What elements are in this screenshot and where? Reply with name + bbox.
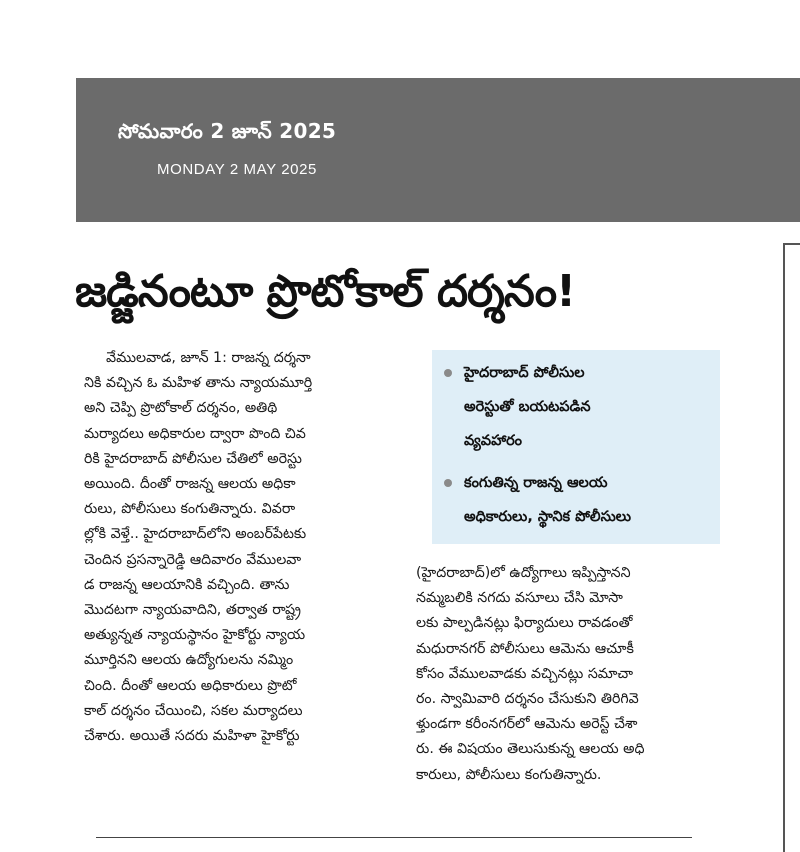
body-line: మర్యాదలు అధికారుల ద్వారా పొంది చివ <box>84 425 306 442</box>
headline: జడ్జినంటూ ప్రొటోకాల్ దర్శనం! <box>75 266 576 317</box>
body-line: మధురానగర్ పోలీసులు ఆమెను ఆచూకీ <box>416 640 634 657</box>
body-line: నికి వచ్చిన ఓ మహిళ తాను న్యాయమూర్తి <box>84 375 313 392</box>
bullet-icon <box>444 369 452 377</box>
highlight-line: హైదరాబాద్ పోలీసుల <box>464 365 585 381</box>
body-line: మూర్తినని ఆలయ ఉద్యోగులను నమ్మిం <box>84 652 294 669</box>
body-line: అయింది. దీంతో రాజన్న ఆలయ అధికా <box>84 476 296 493</box>
article-column-left <box>84 346 396 749</box>
body-line: కోసం వేములవాడకు వచ్చినట్లు సమాచా <box>416 665 634 682</box>
body-line: (హైదరాబాద్)లో ఉద్యోగాలు ఇప్పిస్తానని <box>416 565 631 581</box>
date-english: MONDAY 2 MAY 2025 <box>157 161 317 178</box>
body-line: రులు, పోలీసులు కంగుతిన్నారు. వివరా <box>84 501 296 518</box>
body-line: వేములవాడ, జూన్ 1: రాజన్న దర్శనా <box>106 350 311 366</box>
bullet-icon <box>444 479 452 487</box>
highlight-line: వ్యవహారం <box>464 433 523 449</box>
highlight-item <box>444 356 591 458</box>
body-line: లకు పాల్పడినట్లు ఫిర్యాదులు రావడంతో <box>416 615 633 632</box>
body-line: అని చెప్పి ప్రొటోకాల్ దర్శనం, అతిథి <box>84 400 278 417</box>
body-line: ళ్తుండగా కరీంనగర్‌లో ఆమెను అరెస్ట్ చేశా <box>416 716 638 733</box>
header-band <box>76 78 800 222</box>
body-line: చింది. దీంతో ఆలయ అధికారులు ప్రొటో <box>84 677 297 694</box>
highlight-item <box>444 466 631 534</box>
body-line: కాల్ దర్శనం చేయించి, సకల మర్యాదలు <box>84 702 303 719</box>
body-line: రు. ఈ విషయం తెలుసుకున్న ఆలయ అధి <box>416 741 645 758</box>
body-line: రికి హైదరాబాద్ పోలీసుల చేతిలో అరెస్టు <box>84 450 302 467</box>
body-line: నమ్మబలికి నగదు వసూలు చేసి మోసా <box>416 590 623 607</box>
body-line: చెందిన ప్రసన్నారెడ్డి ఆదివారం వేములవా <box>84 551 302 568</box>
body-line: మొదటగా న్యాయవాదిని, తర్వాత రాష్ట్ర <box>84 602 301 619</box>
body-line: రం. స్వామివారి దర్శనం చేసుకుని తిరిగివె <box>416 691 639 708</box>
date-telugu: సోమవారం 2 జూన్ 2025 <box>118 119 337 143</box>
article-column-right <box>416 561 728 788</box>
side-column-border <box>783 243 800 852</box>
body-line: డ రాజన్న ఆలయానికి వచ్చింది. తాను <box>84 576 290 593</box>
body-line: చేశారు. అయితే సదరు మహిళా హైకోర్టు <box>84 728 300 745</box>
body-line: అత్యున్నత న్యాయస్థానం హైకోర్టు న్యాయ <box>84 627 306 644</box>
bottom-divider <box>96 837 692 838</box>
body-line: కారులు, పోలీసులు కంగుతిన్నారు. <box>416 766 602 783</box>
highlight-line: అరెస్టుతో బయటపడిన <box>464 399 591 415</box>
highlight-line: కంగుతిన్న రాజన్న ఆలయ <box>464 475 608 491</box>
highlight-line: అధికారులు, స్థానిక పోలీసులు <box>464 509 632 525</box>
body-line: ల్లోకి వెళ్తే.. హైదరాబాద్‌లోని అంబర్‌పేటకు <box>84 526 307 543</box>
